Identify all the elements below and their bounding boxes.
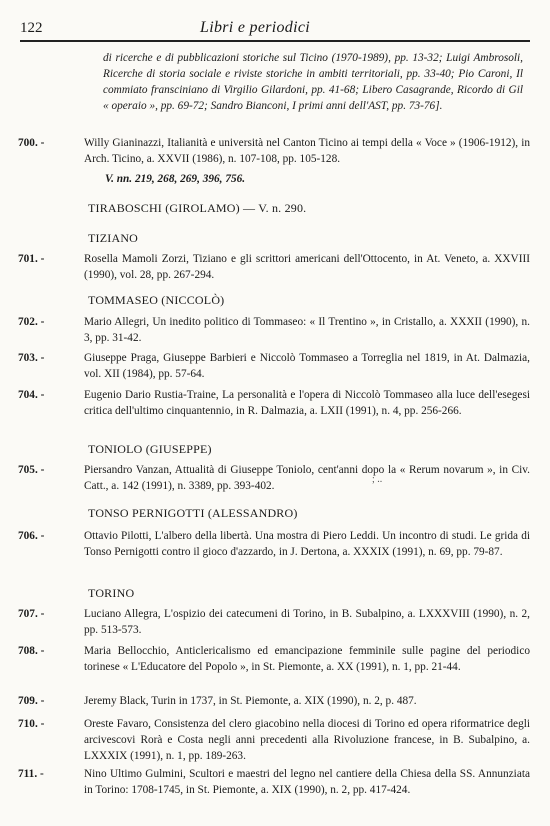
entry-text: Mario Allegri, Un inedito politico di Tommaseo: « Il Trentino », in Cristallo, a. XXXII (1990), n. 3, pp. 31-42. — [84, 316, 530, 344]
entry-706 — [18, 528, 530, 560]
entry-703 — [18, 350, 530, 382]
heading-tiziano: TIZIANO — [88, 231, 139, 245]
entry-text: Jeremy Black, Turin in 1737, in St. Piemonte, a. XIX (1990), n. 2, p. 487. — [84, 695, 417, 707]
entry-710 — [18, 716, 530, 764]
entry-number: 703. - — [18, 352, 45, 364]
entry-number: 708. - — [18, 645, 45, 657]
entry-text: Giuseppe Praga, Giuseppe Barbieri e Niccolò Tommaseo a Torreglia nel 1819, in At. Dalmazia, vol. XII (1984), pp. 57-64. — [84, 352, 530, 380]
entry-text: Rosella Mamoli Zorzi, Tiziano e gli scrittori americani dell'Ottocento, in At. Veneto, a. XXVIII (1990), vol. 28, pp. 267-294. — [84, 253, 530, 281]
heading-tiraboschi: TIRABOSCHI (GIROLAMO) — V. n. 290. — [88, 201, 307, 215]
entry-707 — [18, 606, 530, 638]
stray-print-mark: ; .. — [372, 474, 383, 485]
entry-number: 704. - — [18, 389, 45, 401]
heading-toniolo: TONIOLO (GIUSEPPE) — [88, 442, 212, 456]
entry-text: Ottavio Pilotti, L'albero della libertà. Una mostra di Piero Leddi. Un incontro di studi. Le grida di Tonso Pernigotti contro il gioco d'azzardo, in J. Dertona, a. XXXIX (1991), n. 69, pp. 79-87. — [84, 530, 530, 558]
entry-text: Piersandro Vanzan, Attualità di Giuseppe Toniolo, cent'anni dopo la « Rerum novarum », in Civ. Catt., a. 142 (1991), n. 3389, pp. 393-402. — [84, 464, 530, 492]
entry-711 — [18, 766, 530, 798]
heading-torino: TORINO — [88, 586, 135, 600]
header-rule — [20, 40, 530, 42]
page-number: 122 — [20, 20, 43, 36]
entry-text: Maria Bellocchio, Anticlericalismo ed emancipazione femminile sulle pagine del periodico torinese « L'Educatore del Popolo », in St. Piemonte, a. XX (1991), n. 1, pp. 21-44. — [84, 645, 530, 673]
entry-705 — [18, 462, 530, 494]
entry-number: 706. - — [18, 530, 45, 542]
see-also: V. nn. 219, 268, 269, 396, 756. — [105, 173, 246, 185]
entry-number: 702. - — [18, 316, 45, 328]
entry-700 — [18, 135, 530, 167]
entry-704 — [18, 387, 530, 419]
running-title: Libri e periodici — [200, 19, 310, 36]
continued-fragment: di ricerche e di pubblicazioni storiche sul Ticino (1970-1989), pp. 13-32; Luigi Ambrosoli, Ricerche di storia sociale e riviste storiche in ambiti territoriali, pp. 33-40; Pio Caroni, Il commiato fransciniano di Virgilio Gilardoni, pp. 41-68; Libero Casagrande, Ricordo di Gil « operaio », pp. 69-72; Sandro Bianconi, I primi anni dell'AST, pp. 73-76]. — [103, 52, 523, 112]
entry-text: Eugenio Dario Rustia-Traine, La personalità e l'opera di Niccolò Tommaseo alla luce dell'esegesi critica dell'ultimo cinquantennio, in R. Dalmazia, a. LXII (1991), n. 4, pp. 256-266. — [84, 389, 530, 417]
entry-number: 711. - — [18, 768, 44, 780]
entry-number: 700. - — [18, 137, 45, 149]
entry-708 — [18, 643, 530, 675]
entry-701 — [18, 251, 530, 283]
entry-text: Nino Ultimo Gulmini, Scultori e maestri del legno nel cantiere della Chiesa della SS. Annunziata in Torino: 1708-1745, in St. Piemonte, a. XIX (1990), n. 2, pp. 417-424. — [84, 768, 530, 796]
entry-number: 710. - — [18, 718, 45, 730]
heading-tommaseo: TOMMASEO (NICCOLÒ) — [88, 293, 225, 307]
heading-tonso-pernigotti: TONSO PERNIGOTTI (ALESSANDRO) — [88, 506, 298, 520]
entry-number: 707. - — [18, 608, 45, 620]
entry-702 — [18, 314, 530, 346]
entry-709 — [18, 693, 530, 709]
entry-text: Willy Gianinazzi, Italianità e università nel Canton Ticino ai tempi della « Voce » (1906-1912), in Arch. Ticino, a. XXVII (1986), n. 107-108, pp. 105-128. — [84, 137, 530, 165]
entry-text: Luciano Allegra, L'ospizio dei catecumeni di Torino, in B. Subalpino, a. LXXXVIII (1990), n. 2, pp. 513-573. — [84, 608, 530, 636]
entry-number: 705. - — [18, 464, 45, 476]
entry-number: 701. - — [18, 253, 45, 265]
entry-text: Oreste Favaro, Consistenza del clero giacobino nella diocesi di Torino ed opera riformatrice degli arcivescovi Rorà e Costa negli anni precedenti alla Rivoluzione francese, in B. Subalpino, a. LXXXIX (1991), n. 1, pp. 189-263. — [84, 718, 530, 762]
entry-number: 709. - — [18, 695, 45, 707]
